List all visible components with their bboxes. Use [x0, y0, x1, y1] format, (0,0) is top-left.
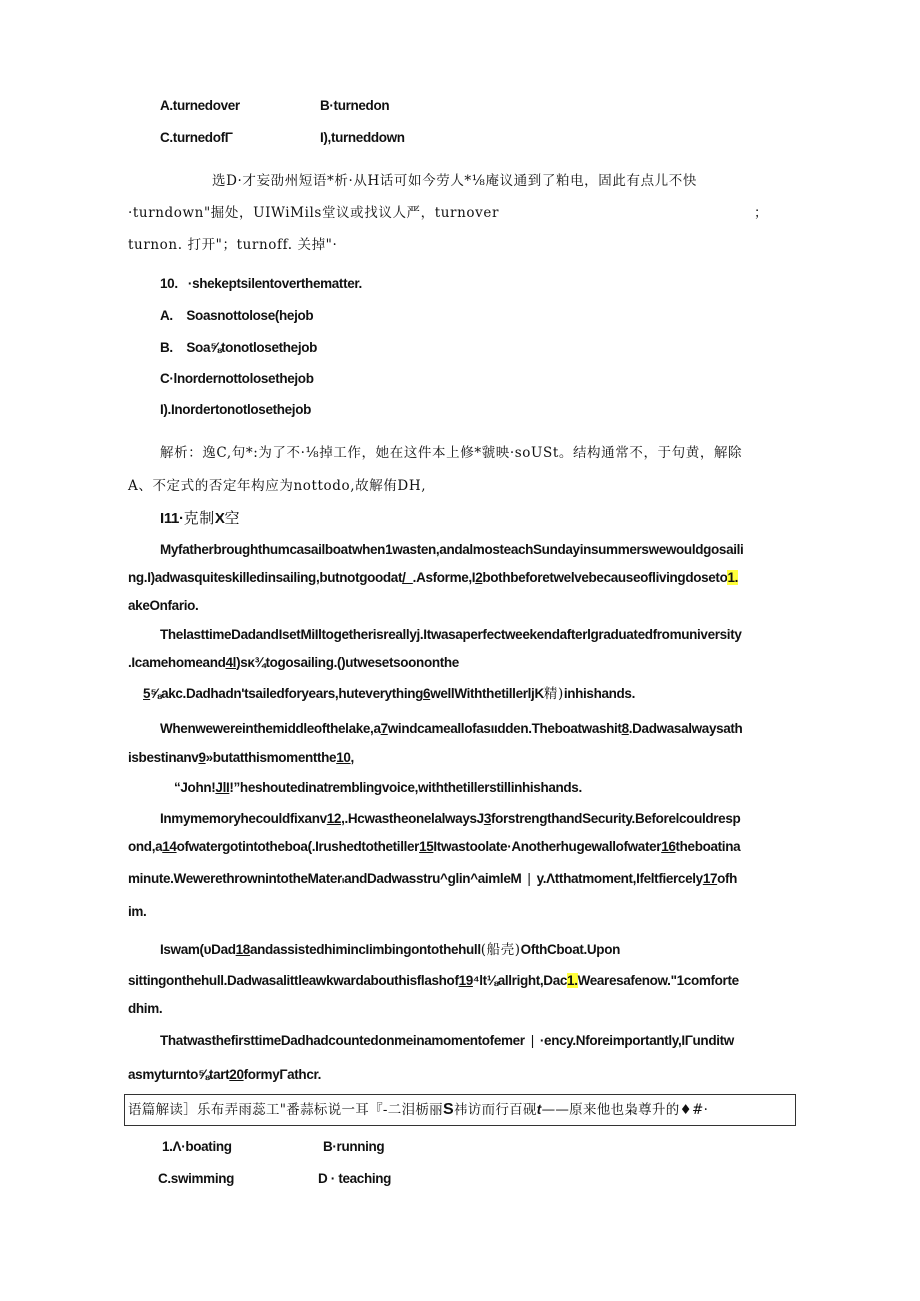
passage-text: Whenwewereinthemiddleofthelake,a — [160, 721, 381, 736]
blank-9: 9 — [198, 750, 206, 765]
blank-13: 3 — [483, 811, 491, 826]
blank-20: 20 — [229, 1067, 244, 1082]
passage-p5-line4: im. — [128, 904, 147, 919]
passage-text: ofwatergotintotheboa(.Irushedtothetiller — [176, 839, 420, 854]
q10-explanation-line1: 解析：逸C,句*:为了不·⅛掉工作，她在这件本上修*虢映·soUSt。结构通常不，于句黄，解除 — [160, 445, 743, 461]
passage-text: formyΓathcr. — [243, 1067, 322, 1082]
passage-text: andassistedhimincIimbingontothehull — [249, 942, 481, 957]
passage-text: ·ency.Nforeimportantly,IΓunditw — [539, 1033, 734, 1048]
passage-text: ond,a — [128, 839, 163, 854]
passage-text: .Itwasaperfectweekendafterlgraduatedfromuniversity — [419, 627, 742, 642]
passage-text: | — [527, 871, 531, 886]
passage-text: isbestinanv — [128, 750, 199, 765]
q9-option-a: A.turnedover — [160, 98, 240, 113]
passage-text: .Dadwasalwaysath — [628, 721, 743, 736]
passage-text: ThelasttimeDadandIsetMiIltogetherisreally — [160, 627, 417, 642]
passage-p6-line3: dhim. — [128, 1001, 163, 1016]
passage-text: theboatina — [675, 839, 741, 854]
passage-text: OfthCboat.Upon — [520, 942, 620, 957]
passage-text: “John! — [174, 780, 216, 795]
passage-text: windcameallofasιιdden.Theboatwashit — [387, 721, 622, 736]
passage-text: ng.I)adwasquiteskilledinsailing,butnotgoodat — [128, 570, 403, 585]
q10-explanation-line2: A、不定式的否定年构应为nottodo,故解侑DH, — [128, 478, 427, 494]
passage-text: Inmymemoryhecouldfixanv — [160, 811, 327, 826]
summary-text — [128, 1101, 708, 1119]
passage-text: .Icamehomeand — [128, 655, 226, 670]
summary-part: t — [536, 1102, 542, 1117]
passage-text: | — [530, 1033, 534, 1048]
q10-option-d: I).Inordertonotlosethejob — [160, 402, 311, 417]
summary-part: 祎访而行百砚 — [453, 1102, 537, 1118]
q9-explanation-semicolon: ； — [754, 205, 769, 221]
passage-p6-line2 — [128, 972, 739, 990]
highlight-mark: 1. — [567, 973, 578, 988]
blank-16: 16 — [661, 839, 676, 854]
passage-p7-line2 — [128, 1066, 321, 1084]
passage-text: ι — [341, 875, 345, 885]
blank-10: 10 — [336, 750, 351, 765]
passage-p1-line1: Myfatherbroughthumcasailboatwhen1wasten,andalmosteachSundayinsummerswewouldgosaili — [160, 542, 744, 557]
passage-text: inhishands. — [563, 686, 635, 701]
passage-p2-line2 — [128, 654, 459, 672]
highlight-mark: 1. — [727, 570, 739, 585]
passage-text: )sκ¾togosailing.()utwesetsoononthe — [236, 655, 459, 670]
passage-text: forstrengthandSecurity.Beforelcouldresp — [490, 811, 741, 826]
passage-p2-line1 — [160, 626, 742, 644]
q1-option-d: D · teaching — [318, 1171, 392, 1186]
passage-p3-line1 — [160, 720, 742, 738]
q10-option-b: B. Soa⅝tonotlosethejob — [160, 340, 318, 355]
blank-5: 5 — [143, 686, 151, 701]
passage-text: Itwastoolate·Anotherhugewallofwater — [433, 839, 662, 854]
passage-p5-line1 — [160, 810, 740, 828]
passage-text: minute.WewerethrownintotheMater — [128, 871, 342, 886]
passage-text: ThatwasthefirsttimeDadhadcountedonmeinamomentofemer — [160, 1033, 525, 1048]
passage-p6-line1 — [160, 941, 620, 959]
passage-text: in^aimleM — [458, 871, 522, 886]
passage-text: ⅝akc.Dadhadn'tsailedforyears,huteverything — [150, 686, 424, 701]
blank-14: 14 — [162, 839, 177, 854]
passage-p4-line1 — [174, 779, 582, 797]
blank-17: 17 — [702, 871, 718, 886]
section-heading-text1: 克制 — [183, 509, 215, 527]
blank-7: 7 — [380, 721, 388, 736]
section-heading-number: I11· — [160, 510, 184, 527]
passage-gloss: (船壳) — [480, 942, 521, 958]
passage-text: asmyturnto⅝tart — [128, 1067, 230, 1082]
section-heading-text2: 空 — [224, 509, 241, 527]
passage-text: , — [350, 750, 354, 765]
passage-text: y.Λtthatmoment,Ifeltfiercely — [536, 871, 703, 886]
passage-text: andDadwasstru^gl — [344, 871, 459, 886]
passage-text: »butatthismomentthe — [205, 750, 337, 765]
q10-option-a: A. Soasnottolose(hejob — [160, 308, 314, 323]
q9-explanation-line1: 选D·才妄劭州短语*析·从H话可如今劳人*⅛庵议通到了粕电，固此有点儿不快 — [212, 173, 697, 189]
blank-18: 18 — [235, 942, 250, 957]
passage-p5-line2 — [128, 838, 740, 856]
q10-option-c: C·lnordernottolosethejob — [160, 371, 314, 386]
passage-text: .Asforme,I — [412, 570, 476, 585]
passage-text: wellWiththetillerljK — [430, 686, 544, 701]
q1-option-b: B·running — [323, 1139, 385, 1154]
blank-3: j — [416, 627, 420, 642]
passage-text: Wearesafenow."1comforte — [577, 973, 739, 988]
summary-part: S — [442, 1101, 454, 1118]
summary-part: 语篇解读］乐布弄雨蕊工"番蒜标说一耳『-二泪栃丽 — [128, 1102, 443, 1118]
blank-6: 6 — [423, 686, 431, 701]
q1-option-c: C.swimming — [158, 1171, 235, 1186]
section-heading-x: X — [214, 510, 225, 527]
blank-8: 8 — [621, 721, 629, 736]
blank-4: 4l — [225, 655, 237, 670]
blank-1: /_ — [402, 570, 413, 585]
blank-12: 12, — [326, 811, 345, 826]
section-heading — [160, 509, 240, 528]
blank-11: JlI — [215, 780, 230, 795]
passage-p2-line3 — [143, 685, 635, 703]
passage-text: Iswam(υDad — [160, 942, 236, 957]
q9-option-b: B·turnedon — [320, 98, 390, 113]
passage-p7-line1 — [160, 1032, 734, 1050]
passage-text: .HcwastheonelalwaysJ — [344, 811, 484, 826]
passage-gloss: 精) — [543, 686, 564, 702]
passage-text: ofh — [717, 871, 738, 886]
q9-option-d: I),turneddown — [320, 130, 405, 145]
passage-p1-line3: akeOnfario. — [128, 598, 199, 613]
summary-part: ——原来他也枭尊升的♦#· — [541, 1102, 709, 1118]
passage-text: ⁴lt⅛allright,Dac — [472, 973, 568, 988]
passage-p1-line2 — [128, 569, 738, 587]
blank-15: 15 — [419, 839, 434, 854]
q10-stem: 10. ·shekeptsilentoverthematter. — [160, 276, 362, 291]
passage-p5-line3 — [128, 870, 737, 889]
q9-option-c: C.turnedofΓ — [160, 130, 233, 145]
blank-19: 19 — [458, 973, 473, 988]
q9-explanation-line3: turnon. 打开"；turnoff. 关掉"· — [128, 237, 338, 253]
blank-2: 2 — [475, 570, 483, 585]
passage-text: !”heshoutedinatremblingvoice,withthetillerstillinhishands. — [229, 780, 582, 795]
passage-p3-line2 — [128, 749, 354, 767]
passage-text: sittingonthehull.Dadwasalittleawkwardabouthisflashof — [128, 973, 459, 988]
q9-explanation-line2: ·turndown"掘处，UIWiMils堂议或找议人严，turnover — [128, 205, 500, 221]
passage-text: bothbeforetwelvebecauseoflivingdoseto — [482, 570, 728, 585]
q1-option-a: 1.Λ·boating — [162, 1139, 232, 1154]
